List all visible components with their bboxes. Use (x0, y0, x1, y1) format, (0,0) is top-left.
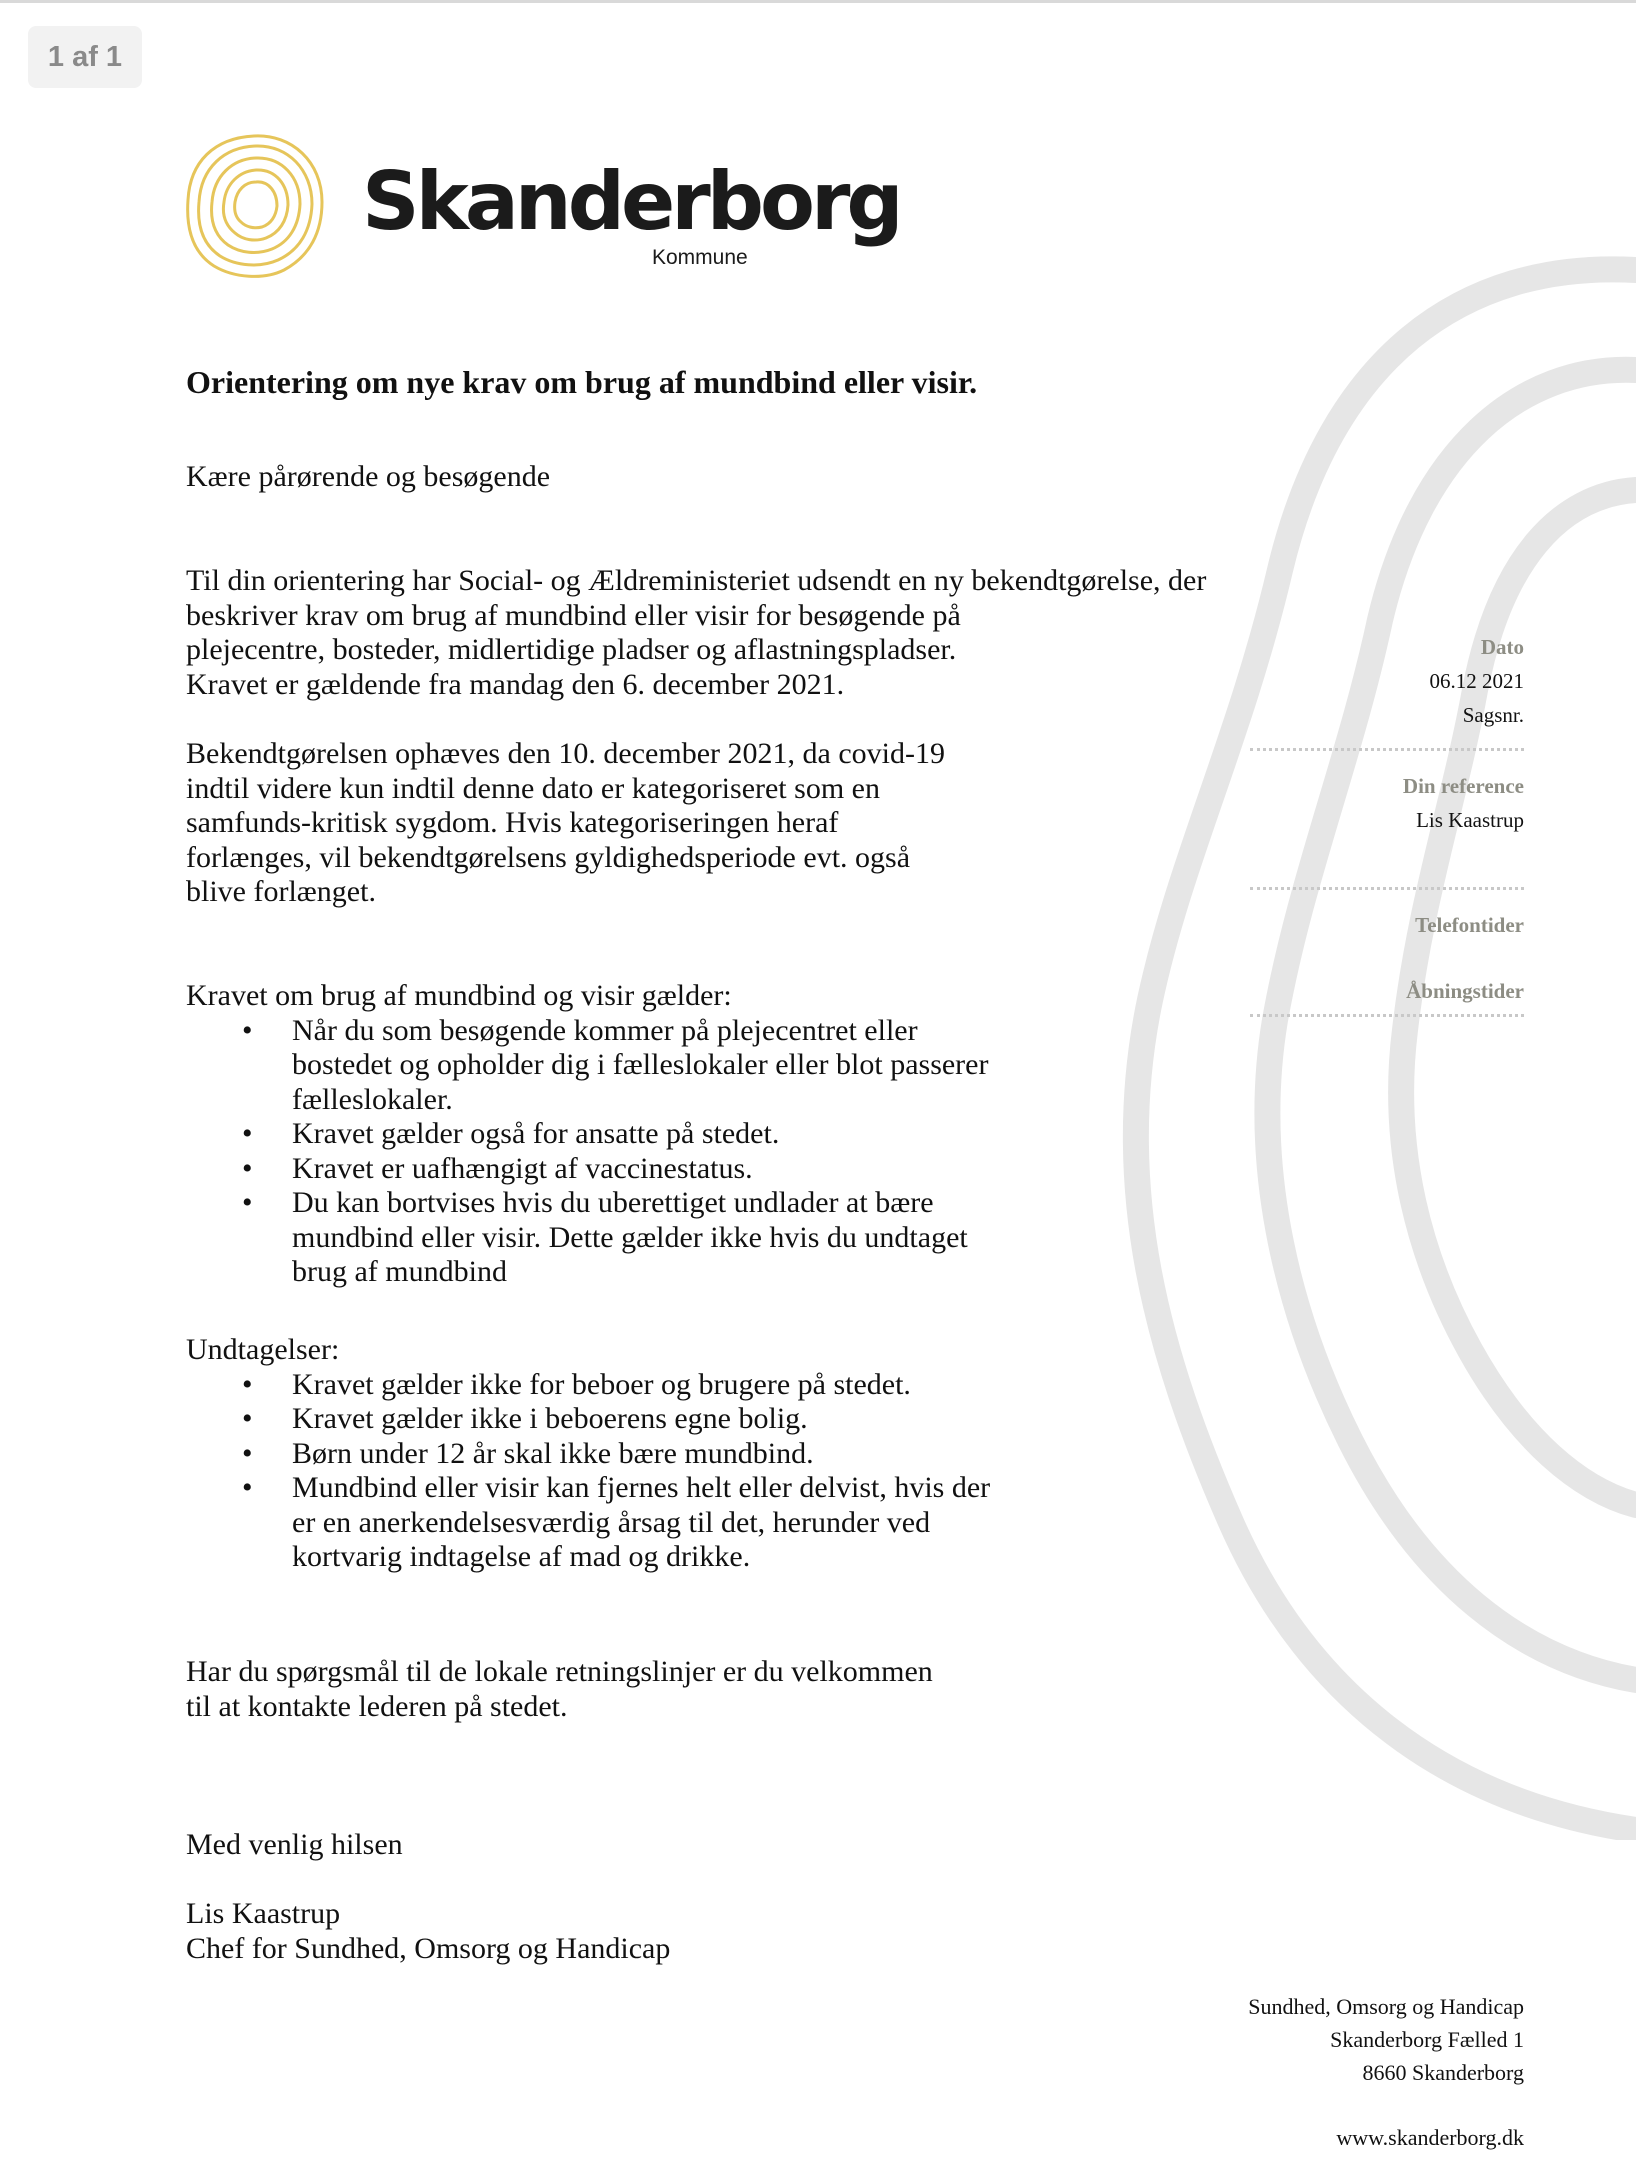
list-item-text: Kravet gælder ikke i beboerens egne bolig. (292, 1402, 808, 1435)
footer-website-link[interactable]: www.skanderborg.dk (1336, 2125, 1524, 2150)
top-border (0, 0, 1636, 3)
signer-name: Lis Kaastrup (186, 1897, 341, 1930)
list-item (186, 1471, 992, 1575)
reference-value: Lis Kaastrup (1416, 808, 1524, 832)
paragraph-line: til at kontakte lederen på stedet. (186, 1689, 568, 1723)
concentric-rings-icon (184, 132, 326, 280)
signoff: Med venlig hilsen (186, 1828, 403, 1861)
footer-department: Sundhed, Omsorg og Handicap (1248, 1994, 1524, 2019)
list-item (186, 1437, 992, 1472)
footer-city: 8660 Skanderborg (1362, 2060, 1524, 2085)
paragraph-line: Har du spørgsmål til de lokale retningslinjer er du velkommen (186, 1655, 933, 1688)
bullet-dot-icon: • (242, 1471, 253, 1504)
page-indicator: 1 af 1 (28, 26, 142, 88)
bullet-dot-icon: • (242, 1117, 253, 1150)
exceptions-intro: Undtagelser: (186, 1333, 340, 1366)
paragraph-line: indtil videre kun indtil denne dato er kategoriseret som en (186, 771, 880, 805)
phone-hours-label: Telefontider (1415, 913, 1524, 937)
closing-paragraph (186, 1655, 933, 1724)
logo-text (362, 155, 900, 269)
list-item-text: Du kan bortvises hvis du uberettiget undlader at bære mundbind eller visir. Dette gælder ikke hvis du undtaget brug af mundbind (292, 1186, 968, 1288)
date-value: 06.12 2021 (1429, 669, 1524, 693)
footer-street: Skanderborg Fælled 1 (1330, 2027, 1524, 2052)
list-item (186, 1368, 992, 1403)
letter-metadata-sidebar (1250, 630, 1524, 1035)
divider (1250, 887, 1524, 890)
requirements-section (186, 979, 992, 1290)
paragraph-line: Til din orientering har Social- og Ældreministeriet udsendt en ny bekendtgørelse, der (186, 564, 1207, 597)
bullet-dot-icon: • (242, 1151, 253, 1185)
paragraph-line: beskriver krav om brug af mundbind eller visir for besøgende på (186, 598, 961, 632)
exceptions-section (186, 1333, 992, 1575)
case-number-label: Sagsnr. (1462, 703, 1524, 727)
list-item (186, 1014, 992, 1118)
paragraph-intro (186, 564, 1386, 702)
divider (1250, 1014, 1524, 1017)
bullet-dot-icon: • (242, 1186, 253, 1219)
signature-block (186, 1897, 670, 1966)
requirements-list (186, 1014, 992, 1290)
date-label: Dato (1480, 635, 1524, 659)
list-item (186, 1152, 992, 1187)
list-item (186, 1117, 992, 1152)
footer-address (1248, 1990, 1524, 2154)
exceptions-list (186, 1368, 992, 1575)
paragraph-line: Bekendtgørelsen ophæves den 10. december 2021, da covid-19 (186, 737, 945, 770)
list-item-text: Mundbind eller visir kan fjernes helt eller delvist, hvis der er en anerkendelsesværdig årsag til det, herunder ved kortvarig indtagelse af mad og drikke. (292, 1471, 991, 1573)
bullet-dot-icon: • (242, 1402, 253, 1435)
reference-label: Din reference (1402, 774, 1524, 798)
paragraph-line: forlænges, vil bekendtgørelsens gyldighedsperiode evt. også (186, 840, 911, 874)
bullet-dot-icon: • (242, 1436, 253, 1470)
logo-subtitle: Kommune (652, 246, 748, 269)
requirements-intro: Kravet om brug af mundbind og visir gælder: (186, 979, 732, 1012)
list-item-text: Børn under 12 år skal ikke bære mundbind. (292, 1436, 814, 1470)
list-item-text: Når du som besøgende kommer på plejecentret eller bostedet og opholder dig i fælleslokaler eller blot passerer fælleslokaler. (292, 1013, 989, 1116)
list-item (186, 1402, 992, 1437)
watermark-rings-icon (1100, 240, 1636, 1840)
opening-hours-label: Åbningstider (1406, 979, 1524, 1003)
paragraph-line: blive forlænget. (186, 875, 376, 908)
list-item-text: Kravet gælder ikke for beboer og brugere på stedet. (292, 1367, 911, 1401)
logo (184, 132, 900, 280)
bullet-dot-icon: • (242, 1013, 253, 1047)
paragraph-line: samfunds-kritisk sygdom. Hvis kategoriseringen heraf (186, 806, 839, 839)
bullet-dot-icon: • (242, 1367, 253, 1401)
list-item (186, 1186, 992, 1290)
letter-title: Orientering om nye krav om brug af mundbind eller visir. (186, 364, 978, 400)
paragraph-validity (186, 737, 1086, 910)
paragraph-line: Kravet er gældende fra mandag den 6. december 2021. (186, 667, 845, 701)
list-item-text: Kravet er uafhængigt af vaccinestatus. (292, 1151, 753, 1185)
paragraph-line: plejecentre, bosteder, midlertidige pladser og aflastningspladser. (186, 633, 957, 666)
logo-name: Skanderborg (362, 155, 900, 248)
divider (1250, 748, 1524, 751)
greeting: Kære pårørende og besøgende (186, 460, 551, 493)
signer-title: Chef for Sundhed, Omsorg og Handicap (186, 1931, 671, 1965)
list-item-text: Kravet gælder også for ansatte på stedet. (292, 1117, 780, 1150)
